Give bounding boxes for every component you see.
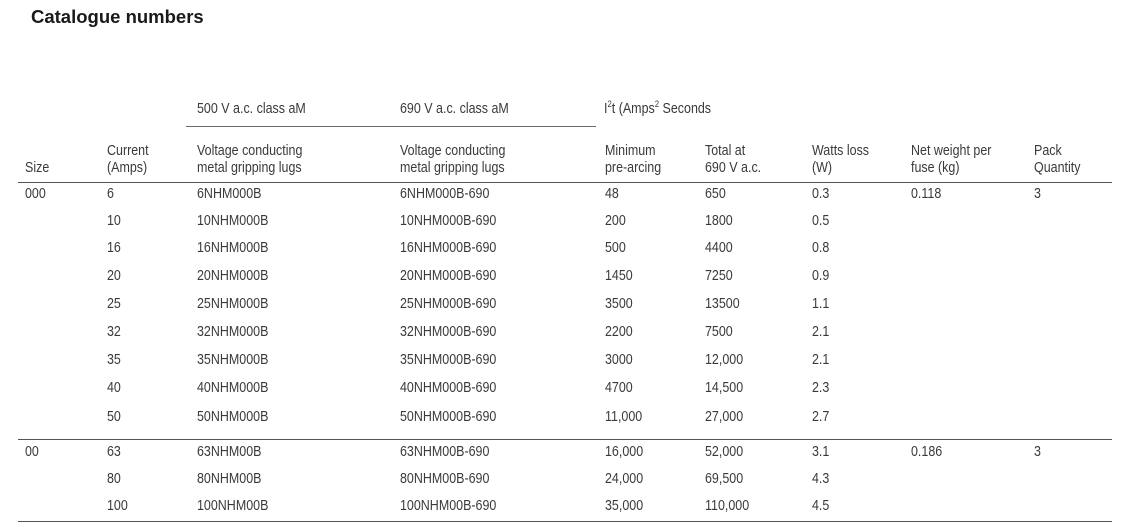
table-cell-watts-loss: 2.1 (812, 324, 830, 340)
group-rule (186, 126, 596, 127)
column-header-catalogue-500v-line1: Voltage conducting (197, 143, 303, 159)
table-cell-catalogue-690v: 32NHM000B-690 (400, 324, 497, 340)
table-cell-net-weight: 0.118 (911, 186, 942, 202)
table-cell-current: 40 (107, 380, 121, 396)
table-cell-catalogue-690v: 35NHM000B-690 (400, 352, 497, 368)
column-header-current-line1: Current (107, 143, 149, 159)
table-cell-minimum-pre-arcing: 16,000 (605, 444, 644, 460)
table-cell-total-690v: 69,500 (705, 471, 744, 487)
table-cell-catalogue-690v: 16NHM000B-690 (400, 240, 497, 256)
table-cell-current: 50 (107, 409, 121, 425)
table-cell-size: 00 (25, 444, 39, 460)
table-cell-total-690v: 7250 (705, 268, 733, 284)
table-cell-catalogue-690v: 80NHM00B-690 (400, 471, 490, 487)
table-cell-current: 80 (107, 471, 121, 487)
table-cell-watts-loss: 4.5 (812, 498, 830, 514)
table-cell-watts-loss: 0.9 (812, 268, 830, 284)
group-header-i2t (604, 101, 711, 118)
table-cell-minimum-pre-arcing: 1450 (605, 268, 633, 284)
table-cell-catalogue-690v: 40NHM000B-690 (400, 380, 497, 396)
table-cell-pack-quantity: 3 (1034, 186, 1041, 202)
table-cell-catalogue-690v: 25NHM000B-690 (400, 296, 497, 312)
table-cell-watts-loss: 2.3 (812, 380, 830, 396)
table-cell-catalogue-690v: 50NHM000B-690 (400, 409, 497, 425)
group-header-690v: 690 V a.c. class aM (400, 101, 509, 117)
page-title: Catalogue numbers (31, 6, 204, 27)
column-header-watts-loss-line2: (W) (812, 160, 833, 176)
header-rule (18, 182, 1112, 183)
i2t-symbol: I (604, 101, 608, 117)
table-cell-total-690v: 14,500 (705, 380, 744, 396)
table-cell-minimum-pre-arcing: 3000 (605, 352, 633, 368)
table-cell-catalogue-500v: 20NHM000B (197, 268, 269, 284)
table-cell-catalogue-690v: 10NHM000B-690 (400, 213, 497, 229)
column-header-net-weight-line1: Net weight per (911, 143, 992, 159)
bottom-rule (18, 521, 1112, 522)
table-cell-minimum-pre-arcing: 200 (605, 213, 626, 229)
table-cell-catalogue-500v: 40NHM000B (197, 380, 269, 396)
column-header-catalogue-690v-line2: metal gripping lugs (400, 160, 505, 176)
column-header-catalogue-690v-line1: Voltage conducting (400, 143, 506, 159)
table-cell-total-690v: 12,000 (705, 352, 744, 368)
table-cell-catalogue-690v: 20NHM000B-690 (400, 268, 497, 284)
table-cell-catalogue-500v: 6NHM000B (197, 186, 262, 202)
table-cell-current: 6 (107, 186, 114, 202)
table-cell-catalogue-500v: 80NHM00B (197, 471, 262, 487)
table-cell-catalogue-690v: 63NHM00B-690 (400, 444, 490, 460)
table-cell-watts-loss: 2.1 (812, 352, 830, 368)
table-cell-catalogue-500v: 10NHM000B (197, 213, 269, 229)
table-cell-current: 25 (107, 296, 121, 312)
table-cell-current: 100 (107, 498, 128, 514)
i2t-text: t (Amps (611, 101, 655, 117)
table-cell-watts-loss: 3.1 (812, 444, 830, 460)
table-cell-total-690v: 13500 (705, 296, 740, 312)
table-cell-watts-loss: 4.3 (812, 471, 830, 487)
table-cell-catalogue-500v: 100NHM00B (197, 498, 269, 514)
table-cell-total-690v: 27,000 (705, 409, 744, 425)
table-cell-total-690v: 110,000 (705, 498, 750, 514)
group-header-500v: 500 V a.c. class aM (197, 101, 306, 117)
column-header-pack-quantity-line2: Quantity (1034, 160, 1081, 176)
table-cell-catalogue-690v: 100NHM00B-690 (400, 498, 497, 514)
table-cell-minimum-pre-arcing: 3500 (605, 296, 633, 312)
table-cell-current: 16 (107, 240, 121, 256)
table-cell-total-690v: 650 (705, 186, 726, 202)
table-cell-total-690v: 1800 (705, 213, 733, 229)
column-header-total-690v-line1: Total at (705, 143, 746, 159)
table-cell-current: 63 (107, 444, 121, 460)
table-cell-current: 10 (107, 213, 121, 229)
table-cell-current: 35 (107, 352, 121, 368)
table-cell-watts-loss: 0.8 (812, 240, 830, 256)
table-cell-watts-loss: 0.3 (812, 186, 830, 202)
table-cell-total-690v: 7500 (705, 324, 733, 340)
column-header-net-weight-line2: fuse (kg) (911, 160, 960, 176)
table-cell-watts-loss: 2.7 (812, 409, 830, 425)
table-cell-catalogue-500v: 16NHM000B (197, 240, 269, 256)
i2t-superscript: 2 (607, 99, 612, 110)
i2t-text-2: Seconds (659, 101, 712, 117)
column-header-size-line2: Size (25, 160, 50, 176)
section-rule (18, 439, 1112, 440)
column-header-total-690v-line2: 690 V a.c. (705, 160, 762, 176)
table-cell-watts-loss: 1.1 (812, 296, 830, 312)
table-cell-catalogue-500v: 32NHM000B (197, 324, 269, 340)
column-header-catalogue-500v-line2: metal gripping lugs (197, 160, 302, 176)
column-header-pack-quantity-line1: Pack (1034, 143, 1062, 159)
table-cell-catalogue-500v: 35NHM000B (197, 352, 269, 368)
table-cell-catalogue-500v: 50NHM000B (197, 409, 269, 425)
table-cell-minimum-pre-arcing: 35,000 (605, 498, 644, 514)
table-cell-minimum-pre-arcing: 11,000 (605, 409, 643, 425)
table-cell-total-690v: 4400 (705, 240, 733, 256)
table-cell-net-weight: 0.186 (911, 444, 943, 460)
table-cell-total-690v: 52,000 (705, 444, 744, 460)
table-cell-minimum-pre-arcing: 4700 (605, 380, 633, 396)
i2t-superscript-2: 2 (654, 99, 660, 110)
table-cell-catalogue-500v: 63NHM00B (197, 444, 262, 460)
table-cell-catalogue-690v: 6NHM000B-690 (400, 186, 490, 202)
table-cell-catalogue-500v: 25NHM000B (197, 296, 269, 312)
table-cell-minimum-pre-arcing: 24,000 (605, 471, 644, 487)
table-cell-pack-quantity: 3 (1034, 444, 1041, 460)
table-cell-minimum-pre-arcing: 500 (605, 240, 626, 256)
column-header-minimum-pre-arcing-line1: Minimum (605, 143, 656, 159)
column-header-current-line2: (Amps) (107, 160, 148, 176)
table-cell-current: 20 (107, 268, 121, 284)
column-header-minimum-pre-arcing-line2: pre-arcing (605, 160, 662, 176)
table-cell-minimum-pre-arcing: 2200 (605, 324, 633, 340)
table-cell-size: 000 (25, 186, 46, 202)
column-header-watts-loss-line1: Watts loss (812, 143, 870, 159)
table-cell-current: 32 (107, 324, 121, 340)
table-cell-minimum-pre-arcing: 48 (605, 186, 619, 202)
table-cell-watts-loss: 0.5 (812, 213, 830, 229)
